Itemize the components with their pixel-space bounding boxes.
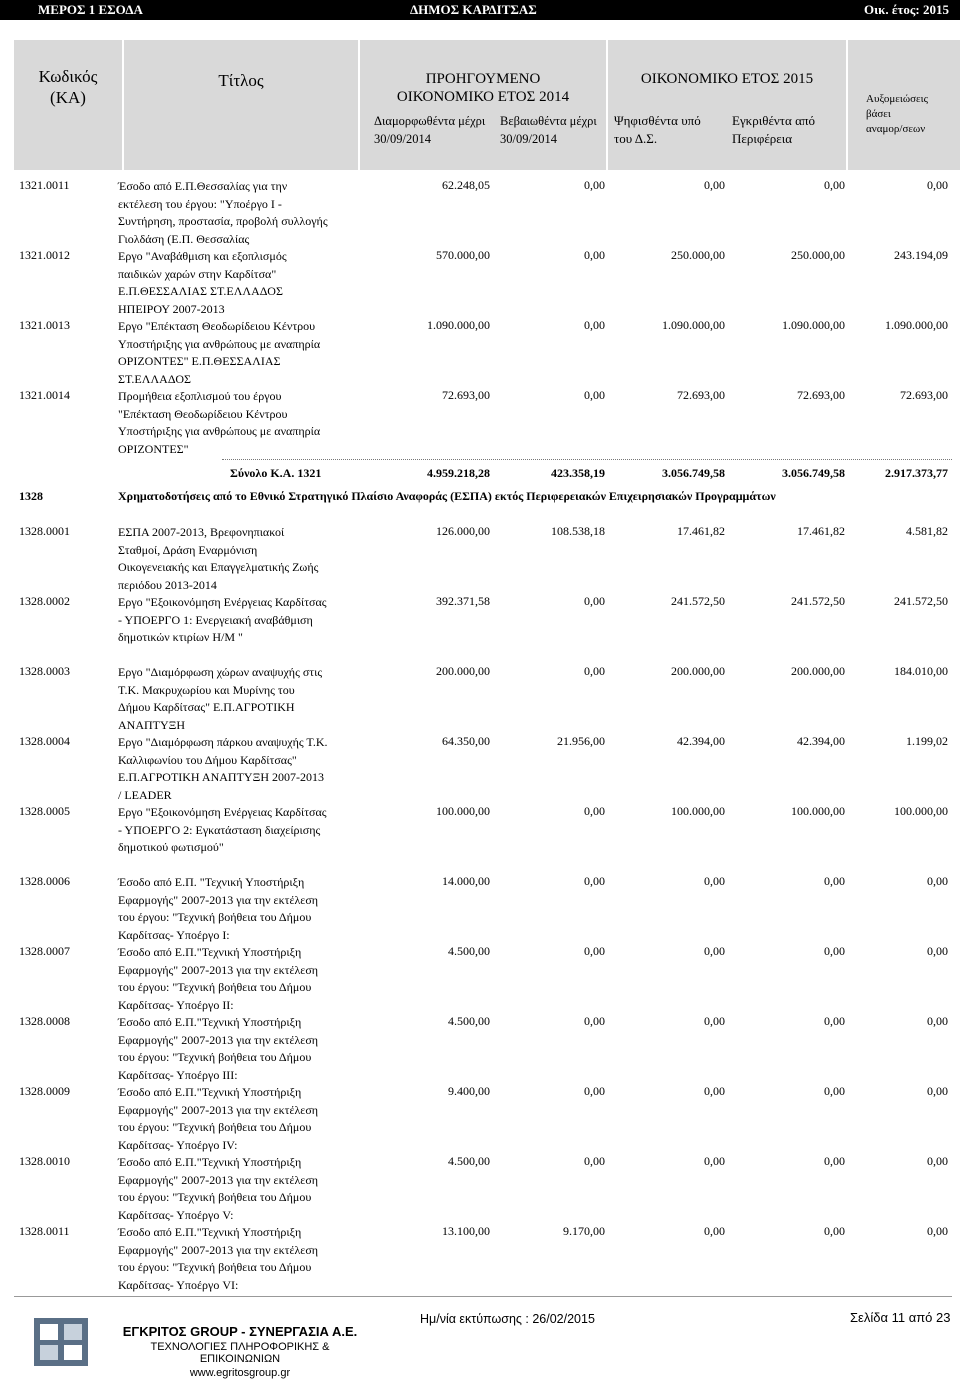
row-code: 1328.0001 [19, 524, 70, 538]
row-value-adjustments: 241.572,50 [894, 594, 948, 608]
company-info [120, 1324, 360, 1379]
fiscal-year-label: Οικ. έτος: 2015 [864, 2, 949, 17]
section-code: 1328 [19, 489, 43, 503]
row-value-prev-certified: 0,00 [584, 388, 605, 402]
company-tagline: ΤΕΧΝΟΛΟΓΙΕΣ ΠΛΗΡΟΦΟΡΙΚΗΣ & ΕΠΙΚΟΙΝΩΝΙΩΝ [150, 1341, 330, 1365]
row-value-prev-modified: 126.000,00 [436, 524, 490, 538]
header-prev-col1 [374, 112, 485, 148]
row-value-prev-certified: 0,00 [584, 1014, 605, 1028]
row-title: Εργο "Αναβάθμιση και εξοπλισμός παιδικών χαρών στην Καρδίτσα" Ε.Π.ΘΕΣΣΑΛΙΑΣ ΣΤ.ΕΛΛΑΔΟΣ ΗΠΕΙΡΟΥ 2007-2013 [118, 249, 287, 316]
row-value-approved: 72.693,00 [797, 388, 845, 402]
row-value-adjustments: 0,00 [927, 178, 948, 192]
row-value-adjustments: 0,00 [927, 874, 948, 888]
section-label: ΜΕΡΟΣ 1 ΕΣΟΔΑ [38, 2, 143, 17]
row-value-approved: 17.461,82 [797, 524, 845, 538]
subtotal-prev-certified: 423.358,19 [551, 466, 605, 480]
row-code: 1328.0010 [19, 1154, 70, 1168]
header-code-line1: Κωδικός [38, 67, 98, 86]
row-title: Έσοδο από Ε.Π."Τεχνική Υποστήριξη Εφαρμογής" 2007-2013 για την εκτέλεση του έργου: "Τεχνική βοήθεια του Δήμου Καρδίτσας- Υποέργο ΙΙ: [118, 945, 319, 1012]
header-prev-year-line1: ΠΡΟΗΓΟΥΜΕΝΟ [425, 71, 541, 87]
row-value-prev-certified: 108.538,18 [551, 524, 605, 538]
row-value-voted: 100.000,00 [671, 804, 725, 818]
row-code: 1321.0012 [19, 248, 70, 262]
row-value-voted: 250.000,00 [671, 248, 725, 262]
row-value-approved: 0,00 [824, 874, 845, 888]
header-prev-col2-line2: 30/09/2014 [500, 132, 557, 146]
row-value-prev-certified: 0,00 [584, 248, 605, 262]
row-title: Έσοδο από Ε.Π."Τεχνική Υποστήριξη Εφαρμογής" 2007-2013 για την εκτέλεση του έργου: "Τεχνική βοήθεια του Δήμου Καρδίτσας- Υποέργο V: [118, 1155, 319, 1222]
header-cur-col1-line2: του Δ.Σ. [614, 131, 658, 146]
row-value-prev-modified: 62.248,05 [442, 178, 490, 192]
subtotal-approved: 3.056.749,58 [782, 466, 845, 480]
row-value-adjustments: 184.010,00 [894, 664, 948, 678]
header-prev-col2-line1: Βεβαιωθέντα μέχρι [500, 114, 597, 128]
row-value-prev-certified: 0,00 [584, 944, 605, 958]
row-code: 1321.0011 [19, 178, 70, 192]
row-value-prev-certified: 0,00 [584, 664, 605, 678]
row-value-prev-modified: 64.350,00 [442, 734, 490, 748]
row-title: ΕΣΠΑ 2007-2013, Βρεφονηπιακοί Σταθμοί, Δράση Εναρμόνιση Οικογενειακής και Επαγγελματικής Ζωής περιόδου 2013-2014 [118, 525, 319, 592]
row-value-voted: 0,00 [704, 1154, 725, 1168]
row-value-voted: 42.394,00 [677, 734, 725, 748]
row-value-approved: 200.000,00 [791, 664, 845, 678]
row-title: Έσοδο από Ε.Π. "Τεχνική Υποστήριξη Εφαρμογής" 2007-2013 για την εκτέλεση του έργου: "Τεχνική βοήθεια του Δήμου Καρδίτσας- Υποέργο Ι: [118, 875, 319, 942]
row-value-voted: 200.000,00 [671, 664, 725, 678]
row-value-prev-modified: 200.000,00 [436, 664, 490, 678]
row-value-prev-modified: 392.371,58 [436, 594, 490, 608]
row-value-voted: 72.693,00 [677, 388, 725, 402]
header-title: Τίτλος [218, 71, 264, 90]
row-value-prev-modified: 100.000,00 [436, 804, 490, 818]
row-value-prev-modified: 4.500,00 [448, 1014, 490, 1028]
row-value-prev-certified: 0,00 [584, 1084, 605, 1098]
row-value-adjustments: 0,00 [927, 1224, 948, 1238]
row-value-adjustments: 0,00 [927, 1084, 948, 1098]
header-increase-line1: Αυξομειώσεις [866, 93, 928, 105]
row-value-approved: 250.000,00 [791, 248, 845, 262]
table-header [0, 40, 960, 170]
row-value-prev-certified: 9.170,00 [563, 1224, 605, 1238]
row-value-adjustments: 0,00 [927, 1154, 948, 1168]
row-value-approved: 1.090.000,00 [782, 318, 845, 332]
top-bar [0, 0, 960, 20]
row-value-approved: 0,00 [824, 1014, 845, 1028]
header-increase-line3: αναμορ/σεων [866, 123, 926, 135]
header-increase-line2: βάσει [866, 108, 891, 120]
footer-divider [14, 1296, 952, 1297]
row-code: 1328.0004 [19, 734, 70, 748]
header-increase [866, 92, 928, 137]
row-value-voted: 0,00 [704, 874, 725, 888]
row-value-voted: 0,00 [704, 1084, 725, 1098]
row-value-approved: 42.394,00 [797, 734, 845, 748]
row-value-voted: 241.572,50 [671, 594, 725, 608]
header-cur-year: ΟΙΚΟΝΟΜΙΚΟ ΕΤΟΣ 2015 [640, 71, 814, 87]
row-value-voted: 0,00 [704, 178, 725, 192]
header-cur-col1 [614, 112, 701, 148]
row-value-voted: 1.090.000,00 [662, 318, 725, 332]
subtotal-separator [222, 459, 952, 460]
row-value-approved: 0,00 [824, 944, 845, 958]
header-code-line2: (ΚΑ) [50, 88, 86, 107]
row-value-prev-certified: 0,00 [584, 318, 605, 332]
municipality-label: ΔΗΜΟΣ ΚΑΡΔΙΤΣΑΣ [410, 2, 537, 17]
header-prev-year [360, 70, 606, 106]
row-value-prev-modified: 72.693,00 [442, 388, 490, 402]
header-prev-col1-line2: 30/09/2014 [374, 132, 431, 146]
row-value-voted: 0,00 [704, 1014, 725, 1028]
row-value-prev-certified: 0,00 [584, 178, 605, 192]
row-value-approved: 100.000,00 [791, 804, 845, 818]
row-value-adjustments: 0,00 [927, 944, 948, 958]
row-title: Έσοδο από Ε.Π."Τεχνική Υποστήριξη Εφαρμογής" 2007-2013 για την εκτέλεση του έργου: "Τεχνική βοήθεια του Δήμου Καρδίτσας- Υποέργο ΙV: [118, 1085, 319, 1152]
row-value-prev-certified: 0,00 [584, 874, 605, 888]
header-prev-col2 [500, 112, 597, 148]
company-name: ΕΓΚΡΙΤΟΣ GROUP - ΣΥΝΕΡΓΑΣΙΑ Α.Ε. [122, 1324, 358, 1339]
subtotal-prev-modified: 4.959.218,28 [427, 466, 490, 480]
row-value-adjustments: 72.693,00 [900, 388, 948, 402]
header-prev-col1-line1: Διαμορφωθέντα μέχρι [374, 114, 486, 128]
row-code: 1321.0014 [19, 388, 70, 402]
row-value-adjustments: 1.090.000,00 [885, 318, 948, 332]
row-value-prev-modified: 1.090.000,00 [427, 318, 490, 332]
row-value-prev-modified: 4.500,00 [448, 944, 490, 958]
row-code: 1328.0011 [19, 1224, 70, 1238]
page-number: Σελίδα 11 από 23 [850, 1310, 951, 1325]
section-title: Χρηματοδοτήσεις από το Εθνικό Στρατηγικό Πλαίσιο Αναφοράς (ΕΣΠΑ) εκτός Περιφερειακών Επιχειρησιακών Προγραμμάτων [118, 489, 776, 503]
row-code: 1328.0008 [19, 1014, 70, 1028]
row-value-approved: 0,00 [824, 1084, 845, 1098]
row-value-prev-certified: 0,00 [584, 594, 605, 608]
row-value-voted: 0,00 [704, 1224, 725, 1238]
row-value-prev-certified: 0,00 [584, 804, 605, 818]
row-value-adjustments: 4.581,82 [906, 524, 948, 538]
subtotal-label: Σύνολο Κ.Α. 1321 [230, 466, 322, 480]
row-value-voted: 17.461,82 [677, 524, 725, 538]
row-title: Εργο "Διαμόρφωση πάρκου αναψυχής Τ.Κ. Καλλιφωνίου του Δήμου Καρδίτσας" Ε.Π.ΑΓΡΟΤΙΚΗ ΑΝΑΠΤΥΞΗ 2007-2013 / LEADER [118, 735, 328, 802]
header-cur-col2 [732, 112, 815, 148]
row-value-prev-certified: 21.956,00 [557, 734, 605, 748]
row-code: 1328.0009 [19, 1084, 70, 1098]
row-value-approved: 241.572,50 [791, 594, 845, 608]
row-code: 1328.0005 [19, 804, 70, 818]
row-title: Έσοδο από Ε.Π.Θεσσαλίας για την εκτέλεση του έργου: "Υποέργο Ι - Συντήρηση, προστασία, προβολή συλλογής Γιολδάση (Ε.Π. Θεσσαλίας [118, 179, 328, 246]
row-value-adjustments: 100.000,00 [894, 804, 948, 818]
row-title: Έσοδο από Ε.Π."Τεχνική Υποστήριξη Εφαρμογής" 2007-2013 για την εκτέλεση του έργου: "Τεχνική βοήθεια του Δήμου Καρδίτσας- Υποέργο ΙΙΙ: [118, 1015, 319, 1082]
row-code: 1321.0013 [19, 318, 70, 332]
row-value-approved: 0,00 [824, 178, 845, 192]
header-cell-cur-year [608, 40, 846, 170]
row-title: Εργο "Διαμόρφωση χώρων αναψυχής στις Τ.Κ. Μακρυχωρίου και Μυρίνης του Δήμου Καρδίτσας" Ε.Π.ΑΓΡΟΤΙΚΗ ΑΝΑΠΤΥΞΗ [118, 665, 323, 732]
row-title: Εργο "Επέκταση Θεοδωρίδειου Κέντρου Υποστήριξης για ανθρώπους με αναπηρία ΟΡΙΖΟΝΤΕΣ" Ε.Π.ΘΕΣΣΑΛΙΑΣ ΣΤ.ΕΛΛΑΔΟΣ [118, 319, 321, 386]
subtotal-voted: 3.056.749,58 [662, 466, 725, 480]
row-code: 1328.0006 [19, 874, 70, 888]
header-cell-title [124, 40, 358, 170]
subtotal-adjustments: 2.917.373,77 [885, 466, 948, 480]
header-cur-col1-line1: Ψηφισθέντα υπό [614, 113, 701, 128]
header-code [14, 66, 122, 108]
row-value-adjustments: 1.199,02 [906, 734, 948, 748]
row-code: 1328.0003 [19, 664, 70, 678]
row-code: 1328.0007 [19, 944, 70, 958]
company-logo-icon [34, 1318, 88, 1366]
row-value-prev-modified: 13.100,00 [442, 1224, 490, 1238]
row-title: Έσοδο από Ε.Π."Τεχνική Υποστήριξη Εφαρμογής" 2007-2013 για την εκτέλεση του έργου: "Τεχνική βοήθεια του Δήμου Καρδίτσας- Υποέργο VI: [118, 1225, 319, 1292]
header-cur-col2-line2: Περιφέρεια [732, 131, 793, 146]
row-code: 1328.0002 [19, 594, 70, 608]
row-value-adjustments: 0,00 [927, 1014, 948, 1028]
row-title: Εργο "Εξοικονόμηση Ενέργειας Καρδίτσας - ΥΠΟΕΡΓΟ 1: Ενεργειακή αναβάθμιση δημοτικών κτιρίων Η/Μ " [118, 595, 327, 645]
header-cur-col2-line1: Εγκριθέντα από [732, 113, 815, 128]
row-value-adjustments: 243.194,09 [894, 248, 948, 262]
company-website: www.egritosgroup.gr [189, 1367, 291, 1379]
print-date: Ημ/νία εκτύπωσης : 26/02/2015 [420, 1312, 595, 1326]
row-title: Εργο "Εξοικονόμηση Ενέργειας Καρδίτσας - ΥΠΟΕΡΓΟ 2: Εγκατάσταση διαχείρισης δημοτικού φωτισμού" [118, 805, 327, 855]
row-value-approved: 0,00 [824, 1154, 845, 1168]
row-value-approved: 0,00 [824, 1224, 845, 1238]
row-value-voted: 0,00 [704, 944, 725, 958]
row-value-prev-modified: 570.000,00 [436, 248, 490, 262]
row-value-prev-certified: 0,00 [584, 1154, 605, 1168]
row-title: Προμήθεια εξοπλισμού του έργου "Επέκταση Θεοδωρίδειου Κέντρου Υποστήριξης για ανθρώπους με αναπηρία ΟΡΙΖΟΝΤΕΣ" [118, 389, 321, 456]
header-prev-year-line2: ΟΙΚΟΝΟΜΙΚΟ ΕΤΟΣ 2014 [396, 89, 570, 105]
row-value-prev-modified: 4.500,00 [448, 1154, 490, 1168]
row-value-prev-modified: 9.400,00 [448, 1084, 490, 1098]
row-value-prev-modified: 14.000,00 [442, 874, 490, 888]
